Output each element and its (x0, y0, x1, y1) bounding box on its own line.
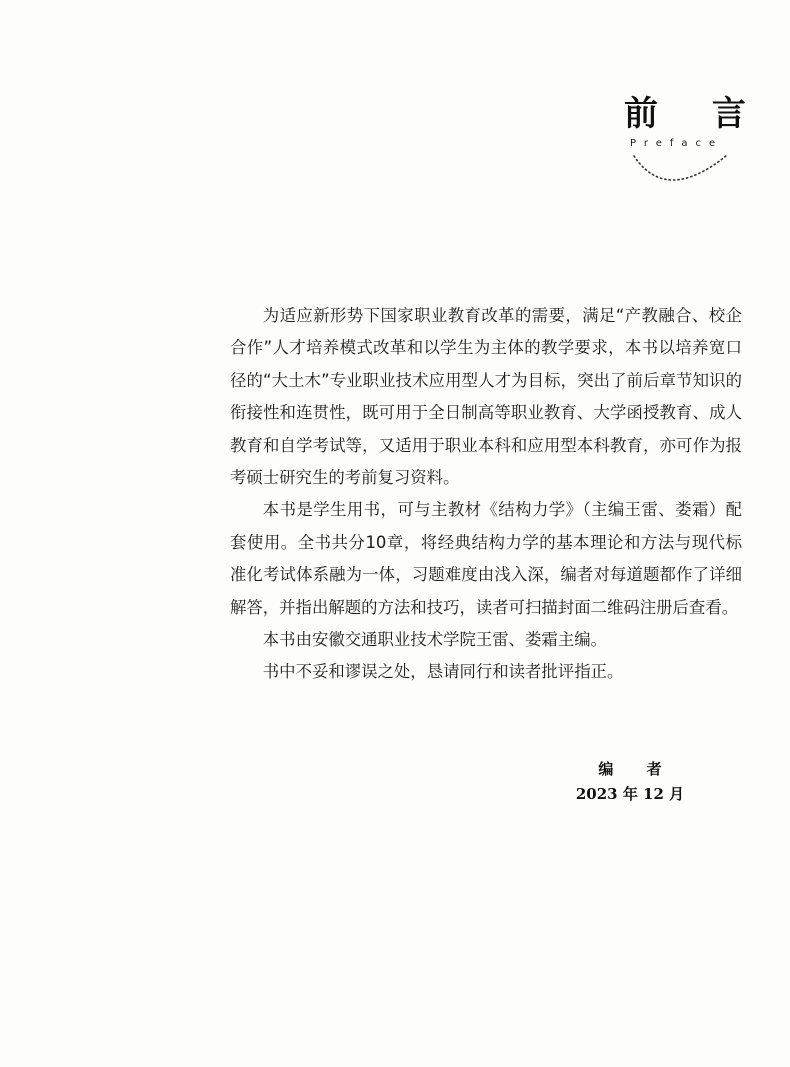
paragraph: 本书是学生用书，可与主教材《结构力学》（主编王雷、娄霜）配套使用。全书共分10章，将经典结构力学的基本理论和方法与现代标准化考试体系融为一体，习题难度由浅入深，编者对每道题都作了详细解答，并指出解题的方法和技巧，读者可扫描封面二维码注册后查看。 (230, 500, 742, 617)
preface-heading (596, 84, 767, 204)
page-subtitle: Preface (630, 138, 724, 149)
date-label: 2023 年 12 月 (575, 785, 685, 803)
paragraph: 书中不妥和谬误之处，恳请同行和读者批评指正。 (262, 662, 624, 682)
signature-block (560, 758, 700, 808)
author-label: 编 者 (598, 760, 676, 778)
dotted-arc-ornament (596, 84, 756, 204)
paragraph: 为适应新形势下国家职业教育改革的需要，满足“产教融合、校企合作”人才培养模式改革和以学生为主体的教学要求，本书以培养宽口径的“大土木”专业职业技术应用型人才为目标，突出了前后章节知识的衔接性和连贯性，既可用于全日制高等职业教育、大学函授教育、成人教育和自学考试等，又适用于职业本科和应用型本科教育，亦可作为报考硕士研究生的考前复习资料。 (230, 306, 742, 488)
page-title: 前 言 (624, 94, 767, 134)
paragraph: 本书由安徽交通职业技术学院王雷、娄霜主编。 (262, 630, 607, 650)
preface-body (230, 300, 742, 689)
